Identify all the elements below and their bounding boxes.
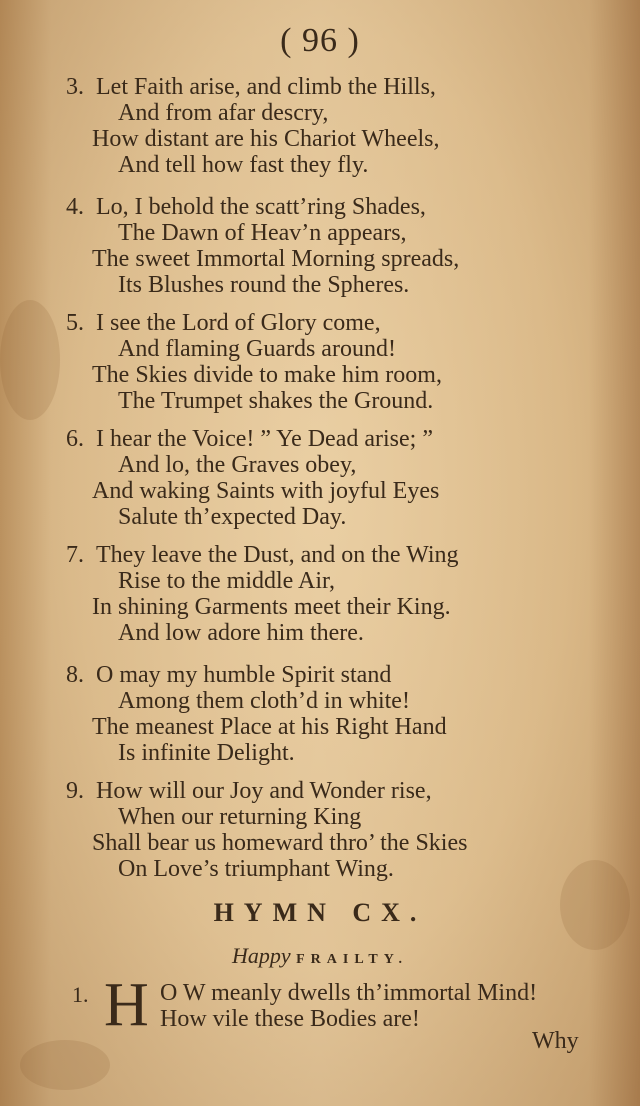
stanza-number: 5.	[66, 310, 84, 336]
verse-line: And flaming Guards around!	[118, 336, 396, 362]
verse-line: The Skies divide to make him room,	[92, 362, 442, 388]
verse-line: O W meanly dwells th’immortal Mind!	[160, 980, 538, 1006]
verse-line: Its Blushes round the Spheres.	[118, 272, 410, 298]
verse-line: On Love’s triumphant Wing.	[118, 856, 394, 882]
hymn-title: HYMN CX.	[213, 898, 427, 927]
stanza-number: 7.	[66, 542, 84, 568]
verse-line: Among them cloth’d in white!	[118, 688, 410, 714]
stanza-number: 4.	[66, 194, 84, 220]
verse-line: 3. Let Faith arise, and climb the Hills,	[66, 74, 436, 100]
hymn-verse-number: 1.	[72, 982, 89, 1007]
verse-line: And from afar descry,	[118, 100, 329, 126]
stanza-number: 3.	[66, 74, 84, 100]
verse-line: 6. I hear the Voice! ” Ye Dead arise; ”	[66, 426, 433, 452]
verse-line: When our returning King	[118, 804, 362, 830]
subtitle-italic: Happy	[231, 943, 291, 968]
verse-line: And tell how fast they fly.	[118, 152, 369, 178]
stanza-number: 6.	[66, 426, 84, 452]
verse-line: Is infinite Delight.	[118, 740, 295, 766]
verse-line: How distant are his Chariot Wheels,	[92, 126, 440, 152]
verse-line: 7. They leave the Dust, and on the Wing	[66, 542, 459, 568]
verse-line: 4. Lo, I behold the scatt’ring Shades,	[66, 194, 426, 220]
verse-line: 8. O may my humble Spirit stand	[66, 662, 392, 688]
verse-line: In shining Garments meet their King.	[92, 594, 451, 620]
verse-line: The sweet Immortal Morning spreads,	[92, 246, 460, 272]
paper-stain	[0, 300, 60, 420]
verse-line: And lo, the Graves obey,	[118, 452, 357, 478]
stanza-number: 8.	[66, 662, 84, 688]
verse-line: The meanest Place at his Right Hand	[92, 714, 447, 740]
stanza-number: 9.	[66, 778, 84, 804]
verse-line: Shall bear us homeward thro’ the Skies	[92, 830, 468, 856]
verse-line: 9. How will our Joy and Wonder rise,	[66, 778, 432, 804]
verse-line: 5. I see the Lord of Glory come,	[66, 310, 381, 336]
verse-line: How vile these Bodies are!	[160, 1006, 420, 1032]
drop-cap: H	[104, 971, 149, 1039]
verse-line: Rise to the middle Air,	[118, 568, 336, 594]
verse-line: The Dawn of Heav’n appears,	[118, 220, 407, 246]
verse-line: And low adore him there.	[118, 620, 364, 646]
hymn-subtitle	[0, 943, 640, 969]
catchword: Why	[532, 1028, 579, 1054]
verse-line: The Trumpet shakes the Ground.	[118, 388, 434, 414]
paper-stain	[20, 1040, 110, 1090]
subtitle-caps: FRAILTY.	[296, 952, 409, 967]
page-number: ( 96 )	[280, 22, 360, 59]
verse-line: And waking Saints with joyful Eyes	[92, 478, 440, 504]
verse-line: Salute th’expected Day.	[118, 504, 347, 530]
